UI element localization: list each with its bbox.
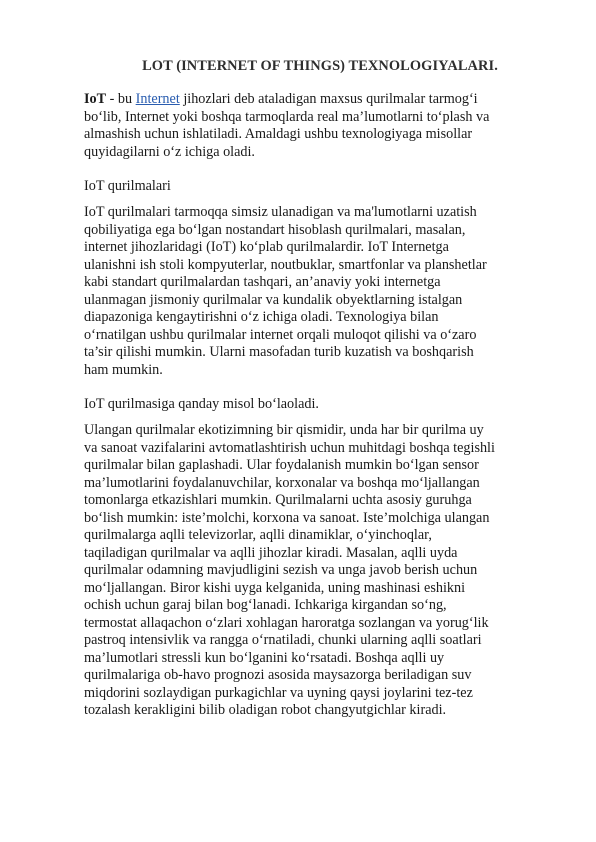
intro-first-line: [84, 91, 564, 109]
paragraph-line: taqiladigan qurilmalar va aqlli jihozlar kiradi. Masalan, aqlli uyda: [84, 544, 458, 561]
paragraph-line: o‘rnatilgan ushbu qurilmalar internet orqali muloqot qilishi va o‘zaro: [84, 326, 477, 343]
document-title: LOT (INTERNET OF THINGS) TEXNOLOGIYALARI.: [142, 58, 498, 74]
paragraph-line: tozalash kerakligini bilib oladigan robot changyutgichlar kiradi.: [84, 702, 447, 718]
paragraph-line: ma’lumotlarini foydalanuvchilar, korxonalar va boshqa mo‘ljallangan: [84, 474, 480, 491]
paragraph-line: qurilmalar bilan gaplashadi. Ular foydalanish mumkin bo‘lgan sensor: [84, 457, 479, 473]
paragraph-line: ta’sir qilishi mumkin. Ularni masofadan turib kuzatish va boshqarish: [84, 344, 474, 360]
paragraph-line: ulanmagan jismoniy qurilmalar va kundalik obyektlarning istalgan: [84, 291, 463, 308]
paragraph-line: qurilmalariga ob-havo prognozi asosida maysazorga beriladigan suv: [84, 667, 472, 683]
paragraph-line: diapazoniga kengaytirishni o‘z ichiga oladi. Texnologiya bilan: [84, 309, 439, 325]
intro-dash: - bu: [106, 91, 136, 107]
paragraph-line: miqdorini sozlaydigan purkagichlar va uyning qaysi joylarini tez-tez: [84, 684, 473, 701]
paragraph-line: internet jihozlaridagi (IoT) ko‘plab qurilmalardir. IoT Internetga: [84, 239, 449, 255]
paragraph-line: kabi standart qurilmalardan tashqari, an’anaviy yoki internetga: [84, 274, 441, 290]
intro-term: IoT: [84, 91, 107, 107]
iot-example-paragraph: [84, 422, 564, 720]
paragraph-line: Ulangan qurilmalar ekotizimning bir qismidir, unda har bir qurilma uy: [84, 422, 484, 438]
paragraph-line: tomonlarga etkazishlari mumkin. Qurilmalarni uchta asosiy guruhga: [84, 492, 472, 508]
section-heading-iot-devices: IoT qurilmalari: [84, 178, 171, 194]
intro-line: bo‘lib, Internet yoki boshqa tarmoqlarda real ma’lumotlarni to‘plash va: [84, 108, 490, 125]
paragraph-line: mo‘ljallangan. Biror kishi uyga kelganida, uning mashinasi eshikni: [84, 579, 466, 596]
paragraph-line: ulanishni ish stoli kompyuterlar, noutbuklar, smartfonlar va planshetlar: [84, 256, 487, 273]
intro-paragraph: [84, 91, 564, 161]
paragraph-line: bo‘lish mumkin: iste’molchi, korxona va sanoat. Iste’molchiga ulangan: [84, 509, 490, 526]
paragraph-line: qurilmalarga aqlli televizorlar, aqlli dinamiklar, o‘yinchoqlar,: [84, 527, 432, 543]
intro-line: almashish uchun ishlatiladi. Amaldagi ushbu texnologiyaga misollar: [84, 126, 473, 142]
paragraph-line: qurilmalar odamning mavjudligini sezish va unga javob berish uchun: [84, 562, 478, 578]
paragraph-line: pastroq intensivlik va rangga o‘rnatiladi, chunki ularning aqlli soatlari: [84, 632, 482, 648]
paragraph-line: qobiliyatiga ega bo‘lgan nostandart hisoblash qurilmalari, masalan,: [84, 221, 466, 238]
iot-devices-paragraph: [84, 204, 564, 379]
paragraph-line: termostat allaqachon o‘zlari xohlagan haroratga sozlangan va yorug‘lik: [84, 614, 489, 631]
paragraph-line: ham mumkin.: [84, 361, 163, 378]
internet-link[interactable]: Internet: [135, 91, 180, 107]
paragraph-line: ma’lumotlari stressli kun bo‘lganini ko‘rsatadi. Boshqa aqlli uy: [84, 649, 445, 666]
paragraph-line: va sanoat vazifalarini avtomatlashtirish uchun muhitdagi boshqa tegishli: [84, 439, 495, 456]
paragraph-line: IoT qurilmalari tarmoqqa simsiz ulanadigan va ma'lumotlarni uzatish: [84, 204, 477, 220]
section-heading-iot-example: IoT qurilmasiga qanday misol bo‘laoladi.: [84, 396, 319, 412]
intro-line: quyidagilarni o‘z ichiga oladi.: [84, 143, 255, 160]
paragraph-line: ochish uchun garaj bilan bog‘lanadi. Ichkariga kirgandan so‘ng,: [84, 597, 447, 613]
intro-line1-rest: jihozlari deb ataladigan maxsus qurilmalar tarmog‘i: [179, 91, 478, 107]
